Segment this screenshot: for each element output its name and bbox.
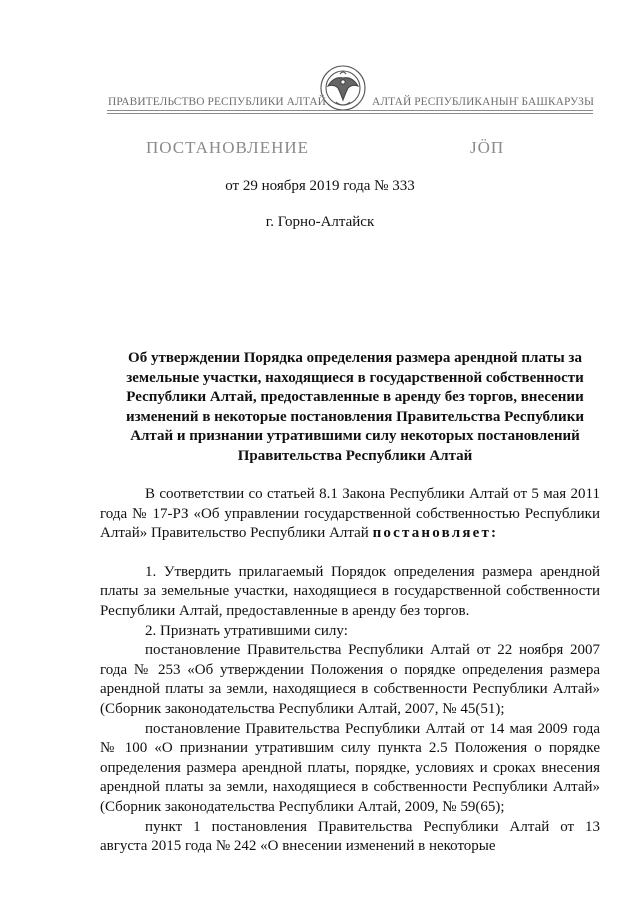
resolves-word: постановляет: <box>372 525 499 542</box>
doc-type-alt: ЈӦП <box>470 138 505 157</box>
doc-type-ru: ПОСТАНОВЛЕНИЕ <box>146 138 310 157</box>
header-rule-bottom <box>107 113 593 114</box>
document-title: Об утверждении Порядка определения размера арендной платы за земельные участки, находящиеся в государственной собственности Республики Алтай, предоставленные в аренду без торгов, внесении изменений в некоторые постановления Правительства Республики Алтай и признании утратившими силу некоторых постановлений Правительства Республики Алтай <box>126 350 584 464</box>
city: г. Горно-Алтайск <box>265 214 375 230</box>
item-2: 2. Признать утратившими силу: <box>145 622 348 639</box>
sub-item-3: пункт 1 постановления Правительства Республики Алтай от 13 августа 2015 года № 242 «О внесении изменений в некоторые <box>100 818 600 855</box>
preamble-paragraph <box>100 485 600 544</box>
document-body <box>100 485 600 857</box>
preamble-text: В соответствии со статьей 8.1 Закона Республики Алтай от 5 мая 2011 года № 17-РЗ «Об управлении государственной собственностью Республики Алтай» Правительство Республики Алтай <box>100 486 600 542</box>
header-rule-top <box>107 110 593 111</box>
header-org-ru: ПРАВИТЕЛЬСТВО РЕСПУБЛИКИ АЛТАЙ <box>108 96 326 108</box>
header-org-alt: АЛТАЙ РЕСПУБЛИКАНЫҤ БАШКАРУЗЫ <box>372 96 594 108</box>
sub-item-2: постановление Правительства Республики Алтай от 14 мая 2009 года № 100 «О признании утратившим силу пункта 2.5 Положения о порядке определения размера арендной платы, порядке, условиях и сроках внесения арендной платы за земли, находящиеся в собственности Республики Алтай» (Сборник законодательства Республики Алтай, 2009, № 59(65); <box>100 720 600 815</box>
sub-item-1: постановление Правительства Республики Алтай от 22 ноября 2007 года № 253 «Об утверждении Положения о порядке определения размера арендной платы за земли, находящиеся в собственности Республики Алтай» (Сборник законодательства Республики Алтай, 2007, № 45(51); <box>100 642 600 717</box>
item-1: 1. Утвердить прилагаемый Порядок определения размера арендной платы за земельные участки, находящиеся в государственной собственности Республики Алтай, предоставленные в аренду без торгов. <box>100 563 600 619</box>
date-number: от 29 ноября 2019 года № 333 <box>225 178 415 194</box>
